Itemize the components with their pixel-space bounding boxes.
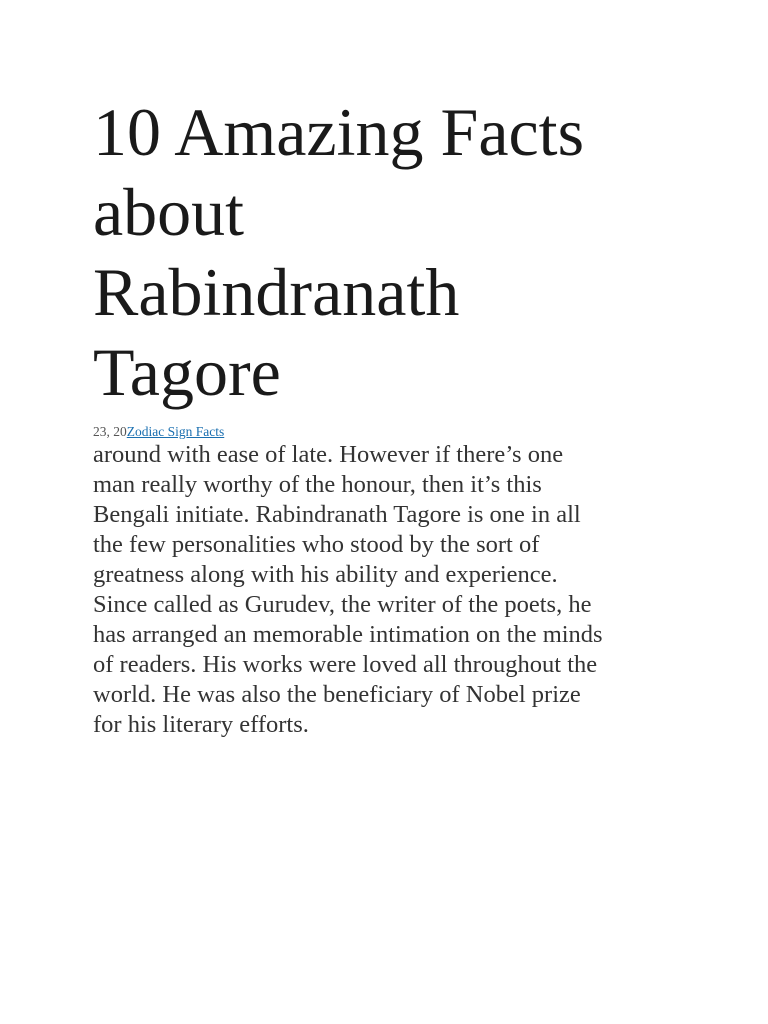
body-line: of readers. His works were loved all throughout the bbox=[93, 651, 598, 678]
title-line: 10 Amazing Facts bbox=[93, 94, 585, 170]
article-body bbox=[93, 440, 683, 740]
title-line: Rabindranath bbox=[93, 254, 460, 330]
article-meta bbox=[93, 424, 683, 440]
category-link[interactable]: Zodiac Sign Facts bbox=[126, 424, 225, 439]
title-line: about bbox=[93, 174, 245, 250]
article bbox=[93, 92, 683, 740]
body-line: Bengali initiate. Rabindranath Tagore is one in all bbox=[93, 501, 581, 528]
body-line: around with ease of late. However if there’s one bbox=[93, 441, 564, 468]
body-line: man really worthy of the honour, then it’s this bbox=[93, 471, 542, 498]
body-line: has arranged an memorable intimation on the minds bbox=[93, 621, 603, 648]
body-line: the few personalities who stood by the sort of bbox=[93, 531, 540, 558]
body-line: greatness along with his ability and experience. bbox=[93, 561, 558, 588]
title-line: Tagore bbox=[93, 334, 281, 410]
body-line: Since called as Gurudev, the writer of the poets, he bbox=[93, 591, 592, 618]
body-line: world. He was also the beneficiary of Nobel prize bbox=[93, 681, 581, 708]
date-fragment: 23, 20 bbox=[93, 424, 127, 439]
article-title bbox=[93, 92, 683, 412]
body-line: for his literary efforts. bbox=[93, 711, 309, 738]
